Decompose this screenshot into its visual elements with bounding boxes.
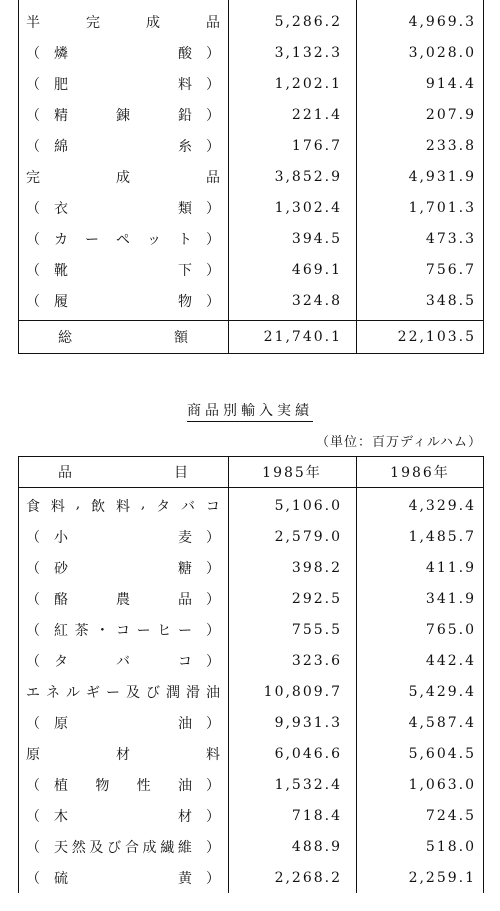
row-item-name: （ 硫 黄 ） — [18, 862, 228, 893]
row-value-1986: 518.0 — [425, 838, 476, 855]
row-item-name: （ 木 材 ） — [18, 800, 228, 831]
header-row — [18, 457, 484, 488]
row-value-1985: 6,046.6 — [274, 745, 342, 762]
table-row — [18, 645, 484, 676]
row-item-name: （ 小 麦 ） — [18, 521, 228, 552]
open-paren: （ — [26, 107, 40, 124]
section-title: 商品別輸入実績 — [0, 400, 500, 420]
row-value-1986: 473.3 — [425, 230, 476, 247]
row-value-1986: 914.4 — [425, 75, 476, 92]
row-item-name: （ 衣 類 ） — [18, 192, 228, 223]
row-value-1985: 10,809.7 — [263, 683, 342, 700]
open-paren: （ — [26, 231, 40, 248]
row-value-1986: 233.8 — [425, 137, 476, 154]
row-item-name: （ 天 然 及 び 合 成 繊 維 ） — [18, 831, 228, 862]
table-row — [18, 130, 484, 161]
open-paren: （ — [26, 293, 40, 310]
close-paren: ） — [206, 870, 220, 887]
row-value-1985: 718.4 — [291, 807, 342, 824]
total-label: 総 額 — [58, 330, 188, 346]
row-item-name: （ 肥 料 ） — [18, 68, 228, 99]
row-value-1986: 1,063.0 — [408, 776, 476, 793]
row-value-1985: 5,286.2 — [274, 13, 342, 30]
header-item: 品 目 — [58, 465, 188, 481]
open-paren: （ — [26, 76, 40, 93]
open-paren: （ — [26, 45, 40, 62]
row-value-1985: 3,852.9 — [274, 168, 342, 185]
row-item-name: 完 成 品 — [26, 169, 220, 186]
total-row — [18, 320, 484, 354]
row-value-1985: 323.6 — [291, 652, 342, 669]
row-value-1986: 207.9 — [425, 106, 476, 123]
table-row — [18, 831, 484, 862]
row-value-1985: 469.1 — [291, 261, 342, 278]
row-value-1985: 5,106.0 — [274, 497, 342, 514]
row-item-name: （ カ ー ペ ッ ト ） — [18, 223, 228, 254]
row-value-1986: 341.9 — [425, 590, 476, 607]
open-paren: （ — [26, 560, 40, 577]
table-row — [18, 68, 484, 99]
row-value-1986: 724.5 — [425, 807, 476, 824]
row-value-1985: 324.8 — [291, 292, 342, 309]
row-item-name: （ 履 物 ） — [18, 285, 228, 316]
table-row — [18, 490, 484, 521]
row-item-name: （ 原 油 ） — [18, 707, 228, 738]
close-paren: ） — [206, 653, 220, 670]
row-value-1986: 4,329.4 — [408, 497, 476, 514]
table-row — [18, 223, 484, 254]
table-row — [18, 862, 484, 893]
close-paren: ） — [206, 808, 220, 825]
close-paren: ） — [206, 715, 220, 732]
row-value-1985: 9,931.3 — [274, 714, 342, 731]
row-value-1985: 394.5 — [291, 230, 342, 247]
row-item-name: エ ネ ル ギ ー 及 び 潤 滑 油 — [26, 684, 220, 701]
header-1986: 1986年 — [390, 465, 450, 481]
row-item-name: （ 精 錬 鉛 ） — [18, 99, 228, 130]
row-item-name: （ 酪 農 品 ） — [18, 583, 228, 614]
table-row — [18, 521, 484, 552]
table-row — [18, 800, 484, 831]
row-value-1985: 1,532.4 — [274, 776, 342, 793]
table-row — [18, 676, 484, 707]
table-row — [18, 769, 484, 800]
close-paren: ） — [206, 777, 220, 794]
close-paren: ） — [206, 107, 220, 124]
row-value-1985: 176.7 — [291, 137, 342, 154]
close-paren: ） — [206, 622, 220, 639]
row-value-1986: 765.0 — [425, 621, 476, 638]
close-paren: ） — [206, 529, 220, 546]
unit-label: （単位：百万ディルハム） — [315, 435, 482, 450]
open-paren: （ — [26, 529, 40, 546]
close-paren: ） — [206, 45, 220, 62]
row-value-1986: 348.5 — [425, 292, 476, 309]
table-row — [18, 285, 484, 316]
table-row — [18, 552, 484, 583]
row-item-name: （ 靴 下 ） — [18, 254, 228, 285]
row-item-name: （ 綿 糸 ） — [18, 130, 228, 161]
close-paren: ） — [206, 839, 220, 856]
row-value-1986: 5,429.4 — [408, 683, 476, 700]
table-row — [18, 161, 484, 192]
table-body — [18, 0, 484, 316]
table-row — [18, 254, 484, 285]
row-value-1986: 442.4 — [425, 652, 476, 669]
open-paren: （ — [26, 262, 40, 279]
table-row — [18, 99, 484, 130]
row-item-name: 半 完 成 品 — [26, 14, 220, 31]
row-value-1986: 4,587.4 — [408, 714, 476, 731]
table-row — [18, 6, 484, 37]
close-paren: ） — [206, 138, 220, 155]
open-paren: （ — [26, 808, 40, 825]
row-value-1985: 755.5 — [291, 621, 342, 638]
table-row — [18, 583, 484, 614]
table-row — [18, 37, 484, 68]
close-paren: ） — [206, 293, 220, 310]
row-value-1986: 1,701.3 — [408, 199, 476, 216]
table-row — [18, 192, 484, 223]
row-value-1986: 4,969.3 — [408, 13, 476, 30]
open-paren: （ — [26, 591, 40, 608]
row-value-1985: 2,579.0 — [274, 528, 342, 545]
close-paren: ） — [206, 560, 220, 577]
row-item-name: 原 材 料 — [26, 746, 220, 763]
row-value-1985: 221.4 — [291, 106, 342, 123]
table-row — [18, 614, 484, 645]
close-paren: ） — [206, 231, 220, 248]
row-value-1986: 5,604.5 — [408, 745, 476, 762]
row-value-1986: 3,028.0 — [408, 44, 476, 61]
close-paren: ） — [206, 76, 220, 93]
open-paren: （ — [26, 715, 40, 732]
row-value-1985: 292.5 — [291, 590, 342, 607]
header-1985: 1985年 — [262, 465, 322, 481]
row-value-1986: 1,485.7 — [408, 528, 476, 545]
row-value-1985: 3,132.3 — [274, 44, 342, 61]
open-paren: （ — [26, 138, 40, 155]
row-item-name: （ 植 物 性 油 ） — [18, 769, 228, 800]
open-paren: （ — [26, 653, 40, 670]
open-paren: （ — [26, 200, 40, 217]
row-item-name: （ 燐 酸 ） — [18, 37, 228, 68]
import-table — [18, 456, 484, 893]
row-value-1985: 1,302.4 — [274, 199, 342, 216]
row-value-1986: 4,931.9 — [408, 168, 476, 185]
row-value-1986: 2,259.1 — [408, 869, 476, 886]
row-value-1986: 411.9 — [425, 559, 476, 576]
row-value-1985: 488.9 — [291, 838, 342, 855]
export-table-continued — [18, 0, 484, 354]
open-paren: （ — [26, 777, 40, 794]
table-row — [18, 707, 484, 738]
total-1985: 21,740.1 — [263, 329, 342, 345]
row-item-name: 食 料 , 飲 料 , タ バ コ — [26, 495, 220, 515]
row-item-name: （ 砂 糖 ） — [18, 552, 228, 583]
row-value-1985: 1,202.1 — [274, 75, 342, 92]
row-value-1985: 2,268.2 — [274, 869, 342, 886]
open-paren: （ — [26, 839, 40, 856]
table-row — [18, 738, 484, 769]
table-body — [18, 488, 484, 893]
close-paren: ） — [206, 200, 220, 217]
close-paren: ） — [206, 591, 220, 608]
close-paren: ） — [206, 262, 220, 279]
row-item-name: （ 紅 茶 ・ コ ー ヒ ー ） — [18, 614, 228, 645]
row-value-1985: 398.2 — [291, 559, 342, 576]
row-value-1986: 756.7 — [425, 261, 476, 278]
row-item-name: （ タ バ コ ） — [18, 645, 228, 676]
open-paren: （ — [26, 622, 40, 639]
open-paren: （ — [26, 870, 40, 887]
total-1986: 22,103.5 — [397, 329, 476, 345]
